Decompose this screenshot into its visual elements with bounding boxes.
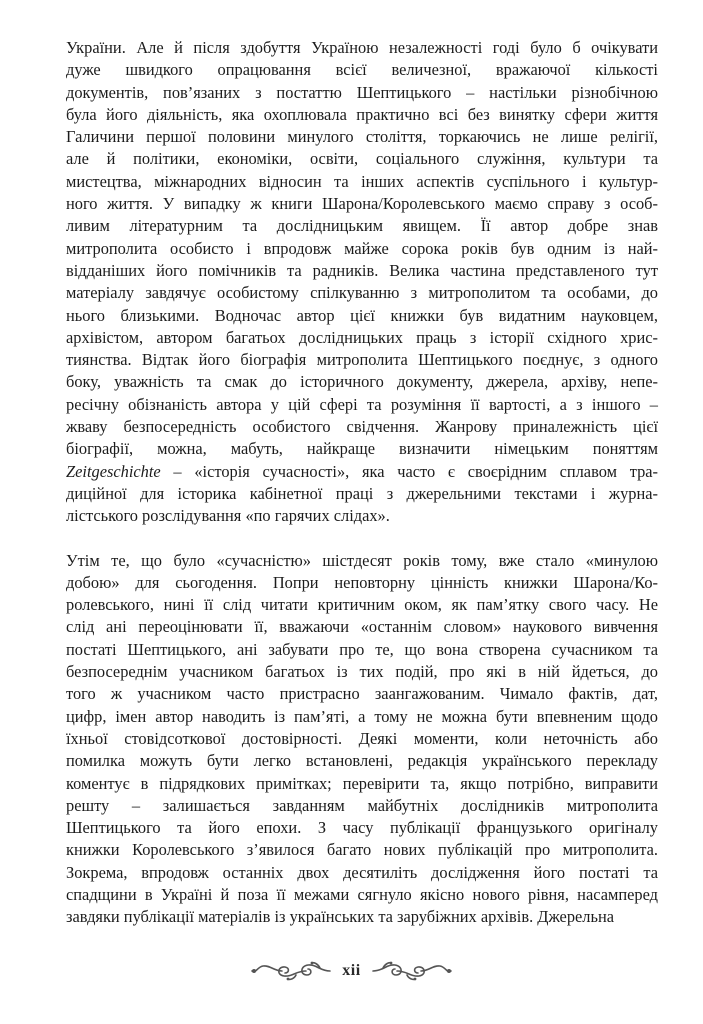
text-line: цифр, імен автор наводить із пам’яті, а тому не можна бути впевненим щодо xyxy=(66,706,658,726)
text-line: нього близькими. Водночас автор цієї книжки був видатним науковцем, xyxy=(66,305,658,325)
text-line: їхньої стовідсоткової достовірності. Деякі моменти, коли неточність або xyxy=(66,728,658,748)
text-line: жваву безпосередність особистого свідчення. Жанрову приналежність цієї xyxy=(66,417,658,437)
text-line: архівістом, автором багатьох дослідницьких праць з історії східного хрис- xyxy=(66,327,658,347)
text-line: слід ані переоцінювати її, вважаючи «останнім словом» наукового вивчення xyxy=(66,617,658,637)
text-line: коментує в підрядкових примітках; перевірити та, якщо потрібно, виправити xyxy=(66,773,658,793)
text-line: постаті Шептицького, ані забувати про те, що вона створена сучасником та xyxy=(66,639,658,659)
page-number: xii xyxy=(342,962,361,979)
text-line: Зокрема, впродовж останніх двох десятиліть дослідження його постаті та xyxy=(66,862,658,882)
text-line: спадщини в Україні й поза її межами сягнуло якісно нового рівня, насамперед xyxy=(66,884,658,904)
text-line: лістського розслідування «по гарячих слідах». xyxy=(66,506,390,526)
text-line: ролевського, нині її слід читати критичним оком, як пам’ятку свого часу. Не xyxy=(66,595,658,615)
text-line: ливим літературним та дослідницьким явищем. Її автор добре знав xyxy=(66,216,658,236)
text-line: документів, пов’язаних з постаттю Шептицького – настільки різнобічною xyxy=(66,82,658,102)
text-line: добою» для сьогодення. Попри неповторну цінність книжки Шарона/Ко- xyxy=(66,572,658,592)
text-line: помилка можуть бути легко встановлені, редакція українського перекладу xyxy=(66,751,658,771)
text-line: того ж учасником часто пристрасно заангажованим. Чимало фактів, дат, xyxy=(66,684,658,704)
page-body xyxy=(66,37,658,929)
text-line: митрополита особисто і впродовж майже сорока років був одним із най- xyxy=(66,238,658,258)
text-line: безпосереднім учасником багатьох із тих подій, про які в ній йдеться, до xyxy=(66,662,658,682)
text-line: України. Але й після здобуття Україною незалежності годі було б очікувати xyxy=(66,38,658,57)
text-line: матеріалу завдячує особистому спілкуванню з митрополитом та особами, до xyxy=(66,283,658,303)
flourish-ornament-right-icon xyxy=(371,960,453,982)
text-line: завдяки публікації матеріалів із українських та зарубіжних архівів. Джерельна xyxy=(66,907,614,927)
text-line: була його діяльність, яка охоплювала практично всі без винятку сфери життя xyxy=(66,104,658,124)
text-line: Zeitgeschichte – «історія сучасності», яка часто є своєрідним сплавом тра- xyxy=(66,461,658,481)
text-line: мистецтва, міжнародних відносин та інших аспектів суспільного і культур- xyxy=(66,171,658,191)
text-line: Шептицького та його епохи. З часу публікації французького оригіналу xyxy=(66,818,658,838)
text-line: біографії, можна, мабуть, найкраще визначити німецьким поняттям xyxy=(66,439,658,459)
text-line: Утім те, що було «сучасністю» шістдесят років тому, вже стало «минулою xyxy=(66,550,658,570)
text-line: відданіших його помічників та радників. Велика частина представленого тут xyxy=(66,260,658,280)
text-line: Галичини першої половини минулого століття, торкаючись не лише релігії, xyxy=(66,127,658,147)
paragraph-2 xyxy=(66,550,658,929)
text-line: решту – залишається завданням майбутніх дослідників митрополита xyxy=(66,795,658,815)
text-line: але й політики, економіки, освіти, соціального служіння, культури та xyxy=(66,149,658,169)
text-line: дуже швидкого опрацювання всієї величезної, вражаючої кількості xyxy=(66,60,658,80)
page-footer xyxy=(0,956,703,986)
paragraph-1 xyxy=(66,37,658,528)
text-line: боку, уважність та смак до історичного документу, джерела, архіву, непе- xyxy=(66,372,658,392)
text-line: книжки Королевського з’явилося багато нових публікацій про митрополита. xyxy=(66,840,658,860)
flourish-ornament-left-icon xyxy=(250,960,332,982)
text-line: ного життя. У випадку ж книги Шарона/Королевського маємо справу з особ- xyxy=(66,194,658,214)
text-line: тиянства. Відтак його біографія митрополита Шептицького поєднує, з одного xyxy=(66,350,658,370)
text-line: ресічну обізнаність автора у цій сфері та розуміння її вартості, а з іншого – xyxy=(66,394,658,414)
italic-term: Zeitgeschichte xyxy=(66,461,161,481)
text-line: диційної для історика кабінетної праці з джерельними текстами і журна- xyxy=(66,483,658,503)
